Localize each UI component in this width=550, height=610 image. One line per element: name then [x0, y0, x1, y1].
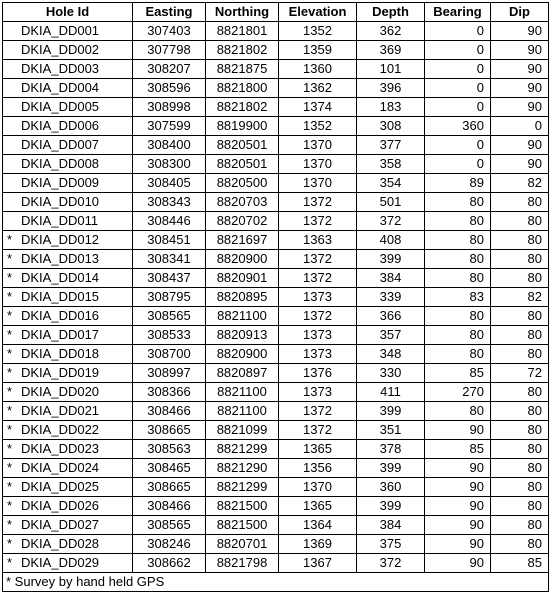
cell-depth: 366	[357, 307, 425, 326]
cell-bearing: 89	[425, 174, 491, 193]
gps-survey-marker: *	[7, 346, 13, 361]
cell-easting: 307403	[133, 22, 206, 41]
cell-bearing: 90	[425, 535, 491, 554]
cell-northing: 8820900	[206, 250, 279, 269]
cell-northing: 8821500	[206, 516, 279, 535]
cell-bearing: 360	[425, 117, 491, 136]
hole-id-text: DKIA_DD025	[21, 479, 100, 494]
cell-dip: 80	[491, 402, 549, 421]
cell-northing: 8821299	[206, 478, 279, 497]
cell-dip: 90	[491, 41, 549, 60]
cell-easting: 308207	[133, 60, 206, 79]
cell-northing: 8821802	[206, 98, 279, 117]
cell-northing: 8821802	[206, 41, 279, 60]
cell-dip: 80	[491, 459, 549, 478]
cell-hole-id	[3, 440, 133, 459]
cell-hole-id	[3, 98, 133, 117]
hole-id-text: DKIA_DD028	[21, 536, 100, 551]
cell-bearing: 90	[425, 516, 491, 535]
cell-depth: 378	[357, 440, 425, 459]
cell-dip: 90	[491, 155, 549, 174]
table-row	[3, 79, 549, 98]
table-row	[3, 402, 549, 421]
cell-northing: 8821798	[206, 554, 279, 573]
cell-northing: 8820901	[206, 269, 279, 288]
cell-hole-id	[3, 554, 133, 573]
cell-dip: 80	[491, 345, 549, 364]
cell-hole-id	[3, 231, 133, 250]
cell-northing: 8821800	[206, 79, 279, 98]
gps-survey-marker: *	[7, 460, 13, 475]
cell-elevation: 1372	[279, 402, 357, 421]
table-row	[3, 155, 549, 174]
hole-id-text: DKIA_DD029	[21, 555, 100, 570]
hole-id-text: DKIA_DD024	[21, 460, 100, 475]
cell-elevation: 1367	[279, 554, 357, 573]
cell-northing: 8821100	[206, 383, 279, 402]
gps-survey-marker: *	[7, 498, 13, 513]
cell-elevation: 1374	[279, 98, 357, 117]
cell-depth: 357	[357, 326, 425, 345]
table-row	[3, 535, 549, 554]
cell-easting: 307798	[133, 41, 206, 60]
cell-easting: 308466	[133, 402, 206, 421]
cell-depth: 348	[357, 345, 425, 364]
cell-hole-id	[3, 307, 133, 326]
gps-survey-marker: *	[7, 384, 13, 399]
cell-elevation: 1373	[279, 345, 357, 364]
cell-elevation: 1352	[279, 117, 357, 136]
cell-elevation: 1373	[279, 288, 357, 307]
cell-bearing: 0	[425, 41, 491, 60]
hole-id-text: DKIA_DD012	[21, 232, 100, 247]
cell-easting: 308533	[133, 326, 206, 345]
cell-depth: 375	[357, 535, 425, 554]
cell-dip: 90	[491, 79, 549, 98]
gps-survey-marker: *	[7, 308, 13, 323]
cell-bearing: 90	[425, 478, 491, 497]
cell-bearing: 0	[425, 22, 491, 41]
table-row	[3, 174, 549, 193]
cell-elevation: 1370	[279, 155, 357, 174]
table-row	[3, 212, 549, 231]
hole-id-text: DKIA_DD008	[21, 156, 100, 171]
cell-bearing: 80	[425, 193, 491, 212]
cell-bearing: 90	[425, 497, 491, 516]
cell-elevation: 1373	[279, 326, 357, 345]
cell-bearing: 80	[425, 231, 491, 250]
cell-hole-id	[3, 60, 133, 79]
hole-id-text: DKIA_DD022	[21, 422, 100, 437]
cell-depth: 354	[357, 174, 425, 193]
cell-bearing: 85	[425, 440, 491, 459]
table-header	[3, 3, 549, 22]
hole-id-text: DKIA_DD011	[21, 213, 99, 228]
cell-easting: 308343	[133, 193, 206, 212]
cell-bearing: 80	[425, 269, 491, 288]
hole-id-text: DKIA_DD007	[21, 137, 100, 152]
cell-elevation: 1372	[279, 421, 357, 440]
hole-id-text: DKIA_DD005	[21, 99, 100, 114]
cell-easting: 308596	[133, 79, 206, 98]
cell-depth: 408	[357, 231, 425, 250]
cell-hole-id	[3, 79, 133, 98]
cell-elevation: 1372	[279, 250, 357, 269]
cell-elevation: 1372	[279, 307, 357, 326]
cell-depth: 358	[357, 155, 425, 174]
cell-elevation: 1372	[279, 193, 357, 212]
cell-depth: 360	[357, 478, 425, 497]
cell-hole-id	[3, 535, 133, 554]
cell-elevation: 1372	[279, 269, 357, 288]
table-row	[3, 117, 549, 136]
hole-id-text: DKIA_DD010	[21, 194, 100, 209]
cell-bearing: 270	[425, 383, 491, 402]
cell-depth: 399	[357, 250, 425, 269]
drillhole-collar-table	[2, 2, 549, 573]
cell-depth: 399	[357, 459, 425, 478]
hole-id-text: DKIA_DD019	[21, 365, 100, 380]
cell-easting: 308565	[133, 307, 206, 326]
cell-easting: 308400	[133, 136, 206, 155]
cell-depth: 330	[357, 364, 425, 383]
cell-hole-id	[3, 478, 133, 497]
cell-easting: 308665	[133, 478, 206, 497]
cell-dip: 80	[491, 440, 549, 459]
cell-dip: 72	[491, 364, 549, 383]
gps-survey-marker: *	[7, 270, 13, 285]
cell-elevation: 1373	[279, 383, 357, 402]
table-row	[3, 554, 549, 573]
cell-dip: 80	[491, 421, 549, 440]
gps-survey-marker: *	[7, 441, 13, 456]
table-row	[3, 516, 549, 535]
header-easting: Easting	[133, 3, 206, 22]
cell-bearing: 83	[425, 288, 491, 307]
cell-elevation: 1376	[279, 364, 357, 383]
cell-dip: 90	[491, 60, 549, 79]
cell-northing: 8820500	[206, 174, 279, 193]
cell-easting: 308998	[133, 98, 206, 117]
cell-easting: 308437	[133, 269, 206, 288]
cell-northing: 8820701	[206, 535, 279, 554]
footnote: * Survey by hand held GPS	[2, 573, 549, 592]
cell-depth: 411	[357, 383, 425, 402]
cell-bearing: 85	[425, 364, 491, 383]
cell-dip: 80	[491, 383, 549, 402]
cell-easting: 308366	[133, 383, 206, 402]
cell-dip: 82	[491, 174, 549, 193]
table-row	[3, 60, 549, 79]
cell-depth: 339	[357, 288, 425, 307]
cell-northing: 8820501	[206, 155, 279, 174]
header-row	[3, 3, 549, 22]
cell-northing: 8821875	[206, 60, 279, 79]
cell-bearing: 90	[425, 459, 491, 478]
cell-bearing: 0	[425, 136, 491, 155]
hole-id-text: DKIA_DD027	[21, 517, 100, 532]
cell-hole-id	[3, 212, 133, 231]
cell-easting: 308665	[133, 421, 206, 440]
cell-easting: 308451	[133, 231, 206, 250]
hole-id-text: DKIA_DD016	[21, 308, 100, 323]
table-row	[3, 383, 549, 402]
cell-easting: 308997	[133, 364, 206, 383]
cell-dip: 80	[491, 497, 549, 516]
cell-elevation: 1372	[279, 212, 357, 231]
hole-id-text: DKIA_DD017	[21, 327, 100, 342]
cell-hole-id	[3, 193, 133, 212]
cell-hole-id	[3, 459, 133, 478]
cell-dip: 90	[491, 98, 549, 117]
cell-elevation: 1370	[279, 136, 357, 155]
cell-dip: 80	[491, 326, 549, 345]
table-row	[3, 459, 549, 478]
cell-northing: 8821099	[206, 421, 279, 440]
cell-bearing: 0	[425, 155, 491, 174]
header-bearing: Bearing	[425, 3, 491, 22]
cell-northing: 8821290	[206, 459, 279, 478]
cell-depth: 183	[357, 98, 425, 117]
cell-hole-id	[3, 117, 133, 136]
cell-hole-id	[3, 364, 133, 383]
cell-hole-id	[3, 421, 133, 440]
gps-survey-marker: *	[7, 251, 13, 266]
cell-easting: 308300	[133, 155, 206, 174]
cell-elevation: 1363	[279, 231, 357, 250]
cell-elevation: 1364	[279, 516, 357, 535]
cell-depth: 369	[357, 41, 425, 60]
cell-hole-id	[3, 174, 133, 193]
hole-id-text: DKIA_DD018	[21, 346, 100, 361]
cell-bearing: 80	[425, 307, 491, 326]
cell-bearing: 0	[425, 60, 491, 79]
header-northing: Northing	[206, 3, 279, 22]
cell-northing: 8820703	[206, 193, 279, 212]
gps-survey-marker: *	[7, 422, 13, 437]
table-row	[3, 22, 549, 41]
cell-easting: 308466	[133, 497, 206, 516]
hole-id-text: DKIA_DD009	[21, 175, 100, 190]
cell-northing: 8821500	[206, 497, 279, 516]
cell-elevation: 1365	[279, 497, 357, 516]
cell-northing: 8820702	[206, 212, 279, 231]
gps-survey-marker: *	[7, 403, 13, 418]
cell-easting: 308795	[133, 288, 206, 307]
table-row	[3, 440, 549, 459]
gps-survey-marker: *	[7, 479, 13, 494]
table-row	[3, 41, 549, 60]
cell-northing: 8821299	[206, 440, 279, 459]
cell-hole-id	[3, 402, 133, 421]
cell-dip: 80	[491, 535, 549, 554]
cell-northing: 8821100	[206, 402, 279, 421]
hole-id-text: DKIA_DD020	[21, 384, 100, 399]
table-row	[3, 250, 549, 269]
cell-easting: 308662	[133, 554, 206, 573]
table-row	[3, 193, 549, 212]
table-row	[3, 326, 549, 345]
header-depth: Depth	[357, 3, 425, 22]
hole-id-text: DKIA_DD013	[21, 251, 100, 266]
header-dip: Dip	[491, 3, 549, 22]
cell-easting: 308565	[133, 516, 206, 535]
cell-elevation: 1359	[279, 41, 357, 60]
hole-id-text: DKIA_DD023	[21, 441, 100, 456]
cell-easting: 308563	[133, 440, 206, 459]
table-row	[3, 269, 549, 288]
cell-dip: 80	[491, 478, 549, 497]
cell-elevation: 1356	[279, 459, 357, 478]
cell-hole-id	[3, 155, 133, 174]
cell-depth: 377	[357, 136, 425, 155]
cell-depth: 308	[357, 117, 425, 136]
cell-depth: 501	[357, 193, 425, 212]
cell-dip: 80	[491, 193, 549, 212]
cell-hole-id	[3, 516, 133, 535]
table-row	[3, 345, 549, 364]
cell-elevation: 1369	[279, 535, 357, 554]
cell-northing: 8819900	[206, 117, 279, 136]
cell-northing: 8820913	[206, 326, 279, 345]
cell-hole-id	[3, 41, 133, 60]
table-body	[3, 22, 549, 573]
cell-easting: 308246	[133, 535, 206, 554]
cell-easting: 308405	[133, 174, 206, 193]
cell-hole-id	[3, 250, 133, 269]
gps-survey-marker: *	[7, 289, 13, 304]
hole-id-text: DKIA_DD014	[21, 270, 100, 285]
hole-id-text: DKIA_DD006	[21, 118, 100, 133]
cell-elevation: 1362	[279, 79, 357, 98]
cell-depth: 399	[357, 497, 425, 516]
cell-dip: 80	[491, 212, 549, 231]
table-row	[3, 288, 549, 307]
gps-survey-marker: *	[7, 327, 13, 342]
gps-survey-marker: *	[7, 517, 13, 532]
cell-hole-id	[3, 345, 133, 364]
cell-depth: 396	[357, 79, 425, 98]
table-row	[3, 421, 549, 440]
cell-hole-id	[3, 269, 133, 288]
cell-elevation: 1365	[279, 440, 357, 459]
drillhole-table-container	[2, 2, 548, 592]
cell-bearing: 0	[425, 79, 491, 98]
cell-elevation: 1370	[279, 174, 357, 193]
gps-survey-marker: *	[7, 555, 13, 570]
hole-id-text: DKIA_DD021	[21, 403, 100, 418]
cell-easting: 308446	[133, 212, 206, 231]
hole-id-text: DKIA_DD001	[21, 23, 100, 38]
cell-dip: 90	[491, 22, 549, 41]
cell-northing: 8820897	[206, 364, 279, 383]
hole-id-text: DKIA_DD026	[21, 498, 100, 513]
cell-bearing: 80	[425, 212, 491, 231]
cell-northing: 8820895	[206, 288, 279, 307]
hole-id-text: DKIA_DD015	[21, 289, 100, 304]
cell-hole-id	[3, 497, 133, 516]
header-hole-id: Hole Id	[3, 3, 133, 22]
cell-dip: 85	[491, 554, 549, 573]
table-row	[3, 364, 549, 383]
cell-dip: 80	[491, 516, 549, 535]
cell-dip: 80	[491, 269, 549, 288]
gps-survey-marker: *	[7, 536, 13, 551]
cell-dip: 82	[491, 288, 549, 307]
cell-dip: 80	[491, 250, 549, 269]
cell-easting: 307599	[133, 117, 206, 136]
cell-depth: 362	[357, 22, 425, 41]
hole-id-text: DKIA_DD003	[21, 61, 100, 76]
cell-hole-id	[3, 136, 133, 155]
cell-hole-id	[3, 326, 133, 345]
cell-dip: 80	[491, 307, 549, 326]
cell-elevation: 1370	[279, 478, 357, 497]
table-row	[3, 478, 549, 497]
cell-hole-id	[3, 288, 133, 307]
table-row	[3, 98, 549, 117]
cell-depth: 399	[357, 402, 425, 421]
cell-depth: 372	[357, 212, 425, 231]
cell-easting: 308465	[133, 459, 206, 478]
cell-elevation: 1360	[279, 60, 357, 79]
cell-northing: 8820900	[206, 345, 279, 364]
cell-elevation: 1352	[279, 22, 357, 41]
cell-bearing: 80	[425, 326, 491, 345]
cell-easting: 308700	[133, 345, 206, 364]
cell-northing: 8820501	[206, 136, 279, 155]
table-row	[3, 497, 549, 516]
cell-depth: 372	[357, 554, 425, 573]
cell-northing: 8821697	[206, 231, 279, 250]
cell-bearing: 90	[425, 554, 491, 573]
hole-id-text: DKIA_DD002	[21, 42, 100, 57]
table-row	[3, 136, 549, 155]
cell-hole-id	[3, 383, 133, 402]
cell-bearing: 80	[425, 402, 491, 421]
cell-depth: 384	[357, 516, 425, 535]
cell-easting: 308341	[133, 250, 206, 269]
cell-depth: 384	[357, 269, 425, 288]
header-elevation: Elevation	[279, 3, 357, 22]
cell-bearing: 0	[425, 98, 491, 117]
cell-dip: 90	[491, 136, 549, 155]
gps-survey-marker: *	[7, 365, 13, 380]
table-row	[3, 307, 549, 326]
cell-dip: 80	[491, 231, 549, 250]
cell-bearing: 90	[425, 421, 491, 440]
cell-northing: 8821801	[206, 22, 279, 41]
gps-survey-marker: *	[7, 232, 13, 247]
table-row	[3, 231, 549, 250]
cell-northing: 8821100	[206, 307, 279, 326]
cell-hole-id	[3, 22, 133, 41]
cell-depth: 351	[357, 421, 425, 440]
cell-depth: 101	[357, 60, 425, 79]
cell-bearing: 80	[425, 345, 491, 364]
cell-dip: 0	[491, 117, 549, 136]
cell-bearing: 80	[425, 250, 491, 269]
hole-id-text: DKIA_DD004	[21, 80, 100, 95]
